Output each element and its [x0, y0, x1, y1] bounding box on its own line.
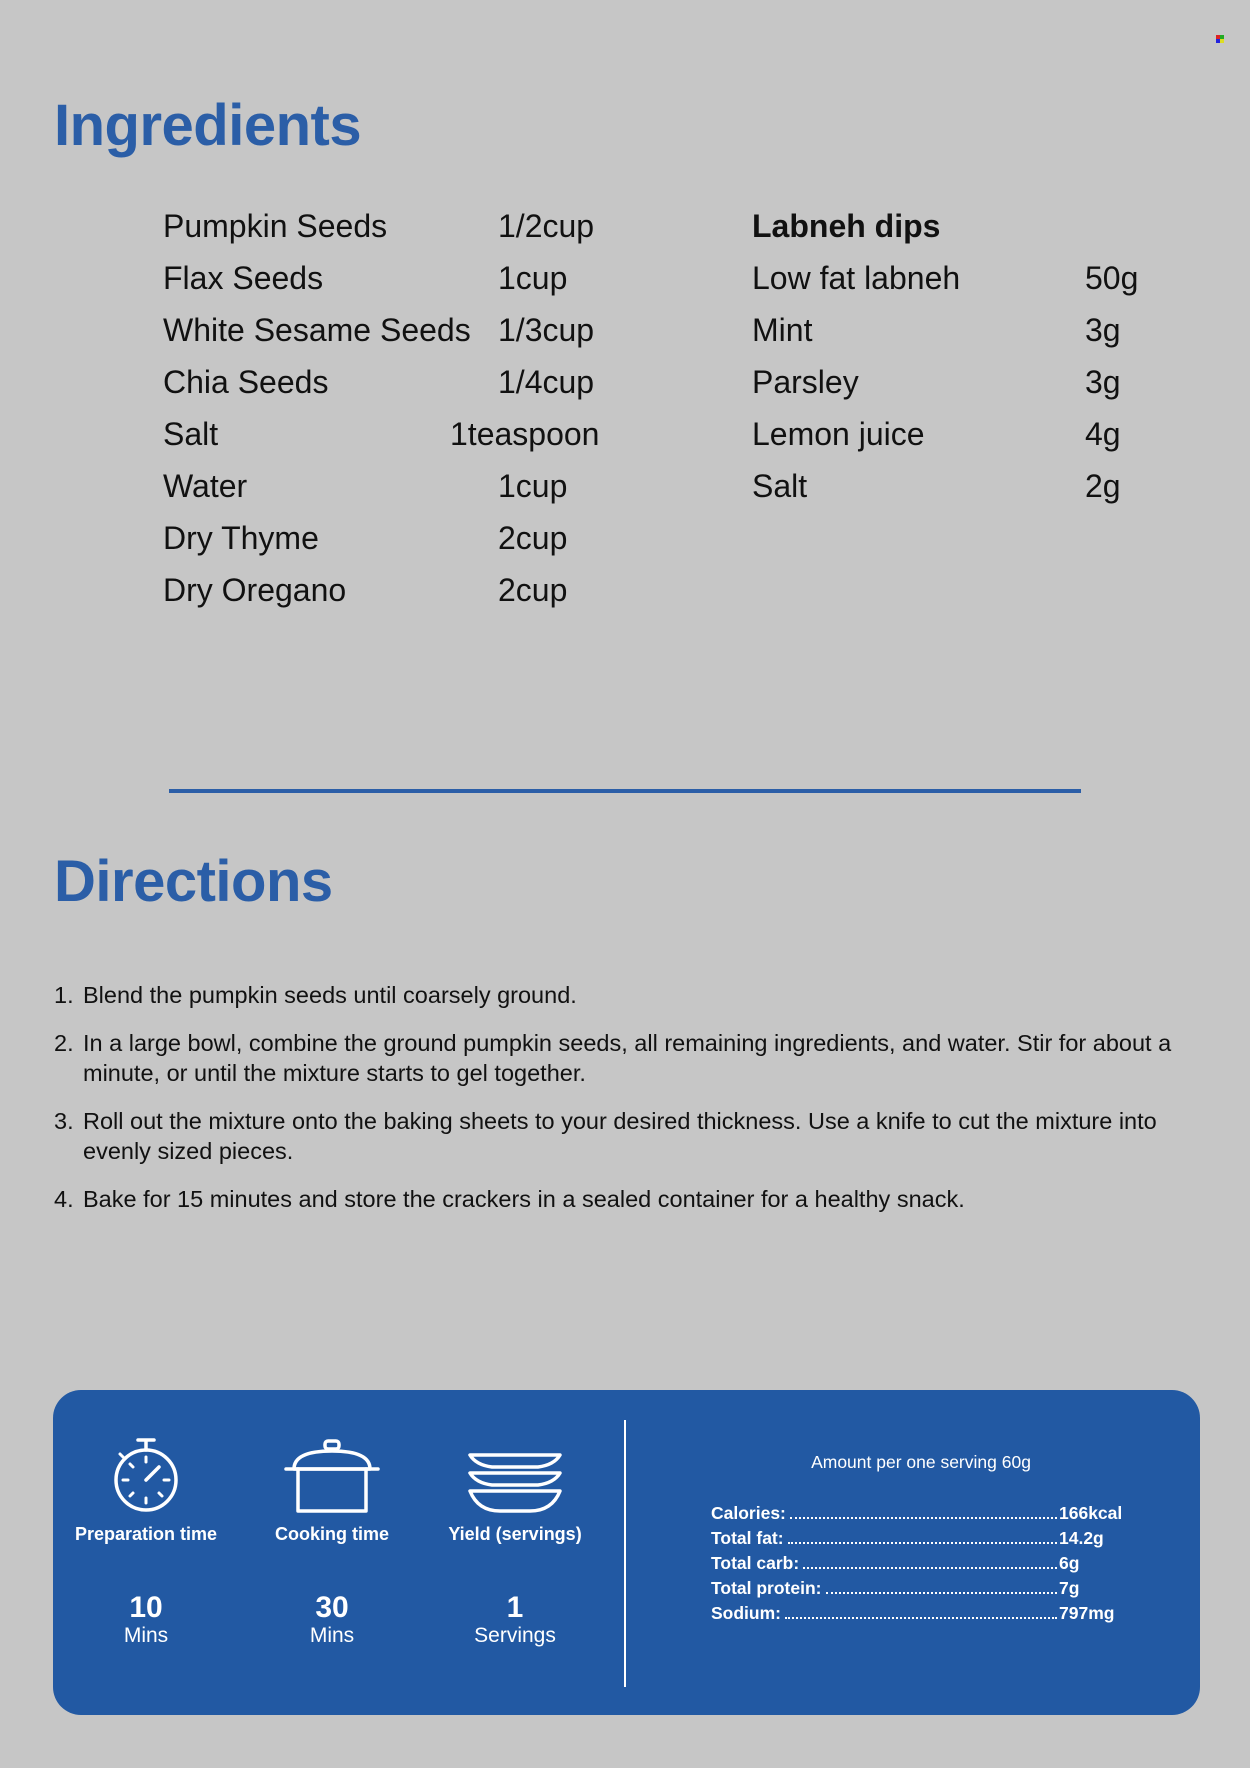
direction-step: [54, 1028, 1194, 1088]
dips-group-title: Labneh dips: [752, 208, 941, 244]
ingredient-name: Pumpkin Seeds: [163, 208, 388, 244]
prep-time-stat: [66, 1435, 226, 1649]
ingredient-name: Flax Seeds: [163, 260, 324, 296]
nutrition-row: [711, 1601, 1131, 1626]
nutrient-value: 14.2g: [1059, 1528, 1104, 1548]
stat-label: Yield (servings): [448, 1524, 582, 1544]
ingredient-row: [752, 356, 1172, 408]
ingredient-name: Dry Oregano: [163, 572, 347, 608]
direction-step: [54, 980, 1194, 1010]
nutrient-value: 797mg: [1059, 1603, 1115, 1623]
stopwatch-icon: [66, 1435, 226, 1515]
ingredient-row: [752, 304, 1172, 356]
nutrition-row: [711, 1576, 1131, 1601]
step-text: Bake for 15 minutes and store the crackers in a sealed container for a healthy snack.: [83, 1186, 965, 1212]
ingredient-row: [163, 512, 613, 564]
step-text: Blend the pumpkin seeds until coarsely ground.: [83, 982, 577, 1008]
step-number: 2.: [54, 1030, 74, 1056]
nutrient-name: Calories:: [711, 1503, 786, 1523]
step-number: 3.: [54, 1108, 74, 1134]
nutrition-row: [711, 1501, 1131, 1526]
nutrient-name: Total carb:: [711, 1553, 800, 1573]
ingredient-quantity: 50g: [1085, 260, 1139, 296]
labneh-dips-list: [752, 200, 1172, 512]
ingredient-row: [163, 200, 613, 252]
nutrition-row: [711, 1526, 1131, 1551]
ingredient-quantity: 1teaspoon: [450, 416, 600, 452]
dips-group-row: [752, 200, 1172, 252]
ingredients-title: Ingredients: [54, 93, 362, 158]
stat-label: Cooking time: [274, 1524, 389, 1544]
recipe-summary-panel: [53, 1390, 1200, 1715]
ingredient-quantity: 1cup: [498, 468, 568, 504]
stacked-plates-icon: [435, 1435, 595, 1515]
ingredient-name: White Sesame Seeds: [163, 312, 471, 348]
ingredient-quantity: 1/2cup: [498, 208, 595, 244]
ingredient-row: [163, 252, 613, 304]
serving-amount: Amount per one serving 60g: [811, 1452, 1031, 1472]
direction-step: [54, 1184, 1194, 1214]
ingredient-row: [752, 460, 1172, 512]
ingredient-quantity: 2cup: [498, 520, 568, 556]
direction-step: [54, 1106, 1194, 1166]
nutrient-value: 166kcal: [1059, 1503, 1123, 1523]
step-number: 1.: [54, 982, 74, 1008]
nutrition-row: [711, 1551, 1131, 1576]
stat-label: Preparation time: [74, 1524, 218, 1544]
stat-value: 1: [506, 1591, 524, 1624]
stat-unit: Servings: [474, 1624, 556, 1647]
ingredient-quantity: 1cup: [498, 260, 568, 296]
ingredient-quantity: 4g: [1085, 416, 1121, 452]
yield-stat: [435, 1435, 595, 1649]
stat-unit: Mins: [123, 1624, 169, 1647]
ingredient-quantity: 2g: [1085, 468, 1121, 504]
ingredient-name: Parsley: [752, 364, 859, 400]
ingredient-name: Salt: [752, 468, 808, 504]
ingredient-name: Mint: [752, 312, 813, 348]
stat-unit: Mins: [309, 1624, 355, 1647]
nutrient-value: 7g: [1059, 1578, 1080, 1598]
ingredient-quantity: 1/3cup: [498, 312, 595, 348]
step-text: Roll out the mixture onto the baking sheets to your desired thickness. Use a knife to cut the mixture into evenly sized pieces.: [83, 1108, 1157, 1164]
ingredient-row: [163, 304, 613, 356]
ingredient-row: [163, 460, 613, 512]
ingredient-name: Water: [163, 468, 248, 504]
nutrient-name: Sodium:: [711, 1603, 781, 1623]
ingredient-name: Chia Seeds: [163, 364, 329, 400]
nutrient-name: Total protein:: [711, 1578, 822, 1598]
ingredient-name: Salt: [163, 416, 219, 452]
main-ingredients-list: [163, 200, 613, 616]
directions-list: [54, 980, 1194, 1232]
step-text: In a large bowl, combine the ground pumpkin seeds, all remaining ingredients, and water. Stir for about a minute, or until the mixture starts to gel together.: [83, 1030, 1172, 1086]
ingredient-quantity: 1/4cup: [498, 364, 595, 400]
ingredient-row: [752, 408, 1172, 460]
ingredient-row: [163, 564, 613, 616]
ingredient-name: Dry Thyme: [163, 520, 319, 556]
ingredient-name: Low fat labneh: [752, 260, 961, 296]
corner-color-mark: [1216, 35, 1224, 43]
nutrient-value: 6g: [1059, 1553, 1080, 1573]
nutrition-facts: [711, 1452, 1131, 1626]
ingredient-quantity: 2cup: [498, 572, 568, 608]
step-number: 4.: [54, 1186, 74, 1212]
section-divider: [169, 789, 1081, 793]
ingredient-row: [163, 356, 613, 408]
stat-value: 30: [315, 1591, 349, 1624]
stat-value: 10: [129, 1591, 163, 1624]
directions-title: Directions: [54, 849, 333, 914]
nutrient-name: Total fat:: [711, 1528, 784, 1548]
ingredient-quantity: 3g: [1085, 364, 1121, 400]
cook-time-stat: [252, 1435, 412, 1649]
ingredient-name: Lemon juice: [752, 416, 925, 452]
ingredient-quantity: 3g: [1085, 312, 1121, 348]
panel-divider: [624, 1420, 626, 1687]
ingredient-row: [163, 408, 613, 460]
cooking-pot-icon: [252, 1435, 412, 1515]
ingredient-row: [752, 252, 1172, 304]
